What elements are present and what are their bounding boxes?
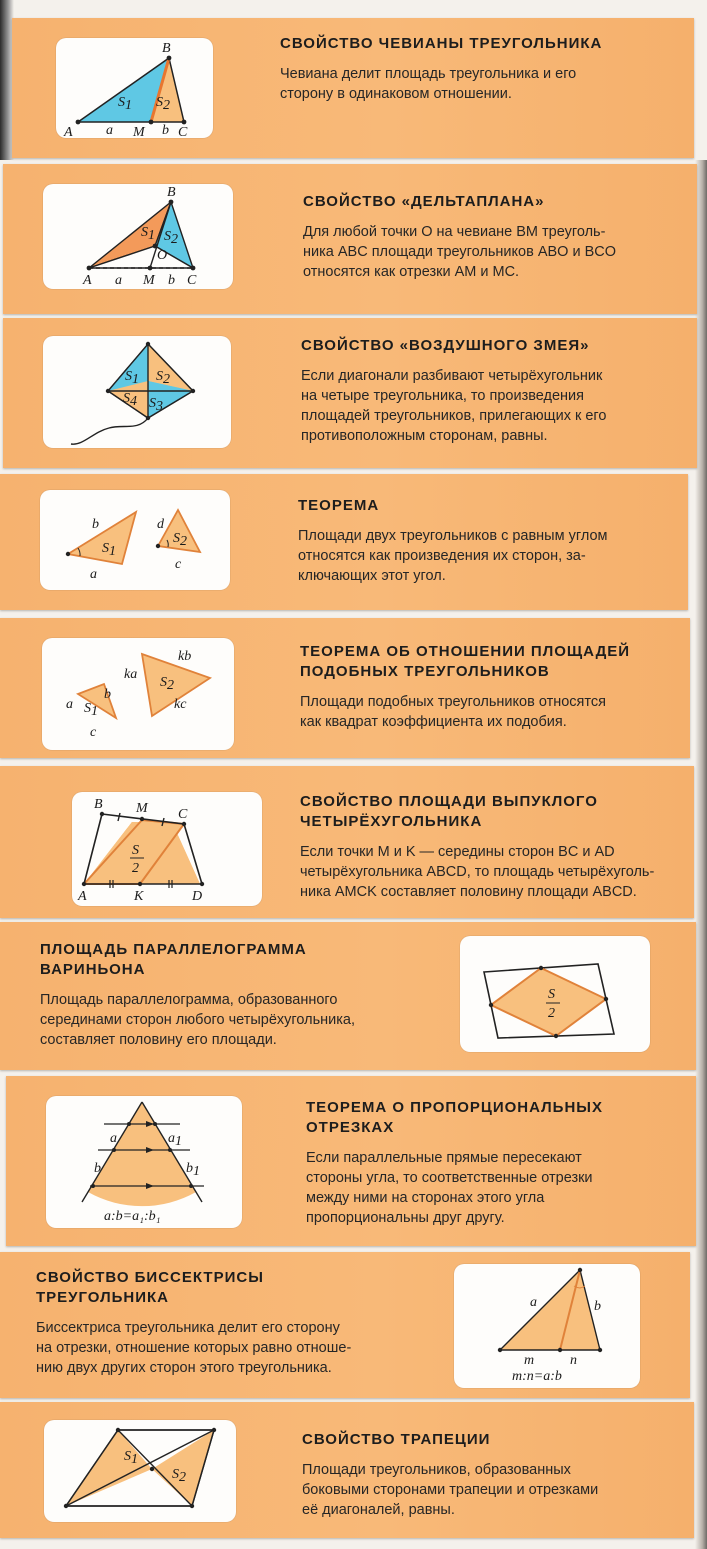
angle-sector bbox=[88, 1102, 196, 1206]
card-title: СВОЙСТВО БИССЕКТРИСЫ ТРЕУГОЛЬНИКА bbox=[36, 1269, 264, 1306]
label-s2: S2 bbox=[172, 1467, 186, 1485]
label-b-seg: b bbox=[162, 123, 169, 138]
card-varignon bbox=[0, 922, 696, 1070]
label-s1: S1 bbox=[125, 369, 139, 387]
card-title: СВОЙСТВО ПЛОЩАДИ ВЫПУКЛОГО ЧЕТЫРЁХУГОЛЬНИКА bbox=[300, 793, 598, 830]
label-a: A bbox=[78, 889, 87, 904]
card-body: Площадь параллелограмма, образованного серединами сторон любого четырёхугольника, составляет половину его площади. bbox=[40, 992, 355, 1048]
label-k: K bbox=[134, 889, 144, 904]
label-b1: b1 bbox=[186, 1161, 200, 1179]
label-m: m bbox=[524, 1353, 535, 1368]
card-body: Площади двух треугольников с равным углом относятся как произведения их сторон, за- ключающих этот угол. bbox=[298, 528, 608, 584]
label-c: c bbox=[175, 557, 182, 572]
varignon-parallelogram bbox=[491, 968, 606, 1036]
label-d: d bbox=[157, 517, 164, 532]
label-b: B bbox=[167, 185, 176, 200]
label-a1: a1 bbox=[168, 1131, 182, 1149]
proportion-formula: a:b=a₁:b₁ bbox=[104, 1209, 161, 1224]
label-a: a bbox=[110, 1131, 117, 1146]
label-b-seg: b bbox=[168, 273, 175, 288]
label-c: C bbox=[178, 807, 188, 822]
label-a: a bbox=[106, 123, 113, 138]
label-a: a bbox=[115, 273, 122, 288]
triangle-1 bbox=[68, 512, 136, 564]
label-c: c bbox=[90, 725, 97, 740]
label-b: B bbox=[162, 41, 171, 56]
card-bisector bbox=[0, 1252, 690, 1398]
triangle bbox=[500, 1270, 600, 1350]
convex-quadrilateral-figure bbox=[72, 792, 262, 906]
label-kb: kb bbox=[178, 649, 192, 664]
bisector-formula: m:n=a:b bbox=[512, 1369, 562, 1384]
card-deltaplane bbox=[3, 164, 697, 314]
label-s2: S2 bbox=[173, 531, 187, 549]
label-b: b bbox=[594, 1299, 601, 1314]
label-s4: S4 bbox=[123, 391, 137, 409]
label-a: a bbox=[66, 697, 73, 712]
label-s1: S1 bbox=[118, 95, 132, 113]
label-two: 2 bbox=[548, 1006, 555, 1021]
kite-figure bbox=[43, 336, 231, 448]
label-s2: S2 bbox=[160, 675, 174, 693]
card-cevian bbox=[12, 18, 694, 158]
label-s: S bbox=[548, 987, 555, 1002]
label-a: a bbox=[90, 567, 97, 582]
label-b: b bbox=[104, 687, 111, 702]
label-b: B bbox=[94, 797, 103, 812]
label-c: C bbox=[187, 273, 197, 288]
label-a-vertex: A bbox=[83, 273, 92, 288]
card-proportional-segments bbox=[6, 1076, 696, 1246]
label-s2: S2 bbox=[156, 95, 170, 113]
label-d: D bbox=[192, 889, 203, 904]
card-kite bbox=[3, 318, 697, 468]
card-trapezoid bbox=[0, 1402, 694, 1538]
label-kc: kc bbox=[174, 697, 187, 712]
label-b: b bbox=[92, 517, 99, 532]
deltaplane-figure bbox=[43, 184, 233, 289]
label-c: C bbox=[178, 125, 188, 140]
card-title: ТЕОРЕМА О ПРОПОРЦИОНАЛЬНЫХ ОТРЕЗКАХ bbox=[306, 1099, 603, 1136]
card-body: Площади треугольников, образованных боковыми сторонами трапеции и отрезками её диагоналей, равны. bbox=[302, 1462, 599, 1518]
card-title: ТЕОРЕМА bbox=[298, 497, 380, 514]
card-body: Площади подобных треугольников относятся как квадрат коэффициента их подобия. bbox=[300, 694, 606, 730]
label-s1: S1 bbox=[124, 1449, 138, 1467]
trapezoid-figure bbox=[44, 1420, 236, 1522]
label-a: a bbox=[530, 1295, 537, 1310]
card-body: Если параллельные прямые пересекают стороны угла, то соответственные отрезки между ними на сторонах этого угла пропорциональны друг другу. bbox=[306, 1150, 593, 1226]
label-s1: S1 bbox=[84, 701, 98, 719]
label-s1: S1 bbox=[102, 541, 116, 559]
varignon-figure bbox=[460, 936, 650, 1052]
card-body: Если точки M и K — середины сторон BC и AD четырёхугольника ABCD, то площадь четырёхуголь- ника AMCK составляет половину площади ABCD. bbox=[300, 844, 655, 900]
card-title: ПЛОЩАДЬ ПАРАЛЛЕЛОГРАММА ВАРИНЬОНА bbox=[40, 941, 307, 978]
label-n: n bbox=[570, 1353, 577, 1368]
card-title: ТЕОРЕМА ОБ ОТНОШЕНИИ ПЛОЩАДЕЙ ПОДОБНЫХ ТРЕУГОЛЬНИКОВ bbox=[300, 643, 631, 680]
label-m: M bbox=[136, 801, 148, 816]
label-two: 2 bbox=[132, 861, 139, 876]
card-title: СВОЙСТВО ЧЕВИАНЫ ТРЕУГОЛЬНИКА bbox=[280, 35, 603, 52]
card-title: СВОЙСТВО «ДЕЛЬТАПЛАНА» bbox=[303, 193, 545, 210]
theorem-figure bbox=[40, 490, 230, 590]
label-s: S bbox=[132, 843, 139, 858]
card-body: Чевиана делит площадь треугольника и его сторону в одинаковом отношении. bbox=[280, 66, 577, 102]
card-title: СВОЙСТВО ТРАПЕЦИИ bbox=[302, 1431, 491, 1448]
label-ka: ka bbox=[124, 667, 138, 682]
label-s2: S2 bbox=[164, 229, 178, 247]
proportional-segments-figure bbox=[46, 1096, 242, 1228]
similar-triangles-figure bbox=[42, 638, 234, 750]
card-similar-triangles bbox=[0, 618, 690, 758]
card-convex-quadrilateral bbox=[0, 766, 694, 918]
bisector-figure bbox=[454, 1264, 640, 1388]
label-a-vertex: A bbox=[64, 125, 73, 140]
cevian-figure bbox=[56, 38, 213, 138]
label-o: O bbox=[157, 248, 168, 263]
label-m: M bbox=[143, 273, 155, 288]
label-s2: S2 bbox=[156, 369, 170, 387]
label-s3: S3 bbox=[149, 396, 163, 414]
card-title: СВОЙСТВО «ВОЗДУШНОГО ЗМЕЯ» bbox=[301, 337, 590, 354]
card-body: Если диагонали разбивают четырёхугольник на четыре треугольника, то произведения площадей треугольников, прилегающих к его противоположным сторонам, равны. bbox=[301, 368, 607, 444]
label-b: b bbox=[94, 1161, 101, 1176]
kite-string bbox=[71, 418, 148, 444]
label-m: M bbox=[133, 125, 145, 140]
card-body: Для любой точки O на чевиане BM треуголь- ника ABC площади треугольников ABO и BCO относятся как отрезки AM и MC. bbox=[303, 224, 617, 280]
card-body: Биссектриса треугольника делит его сторону на отрезки, отношение которых равно отноше- нию двух других сторон этого треугольника. bbox=[36, 1320, 352, 1376]
label-s1: S1 bbox=[141, 225, 155, 243]
card-theorem bbox=[0, 474, 688, 610]
